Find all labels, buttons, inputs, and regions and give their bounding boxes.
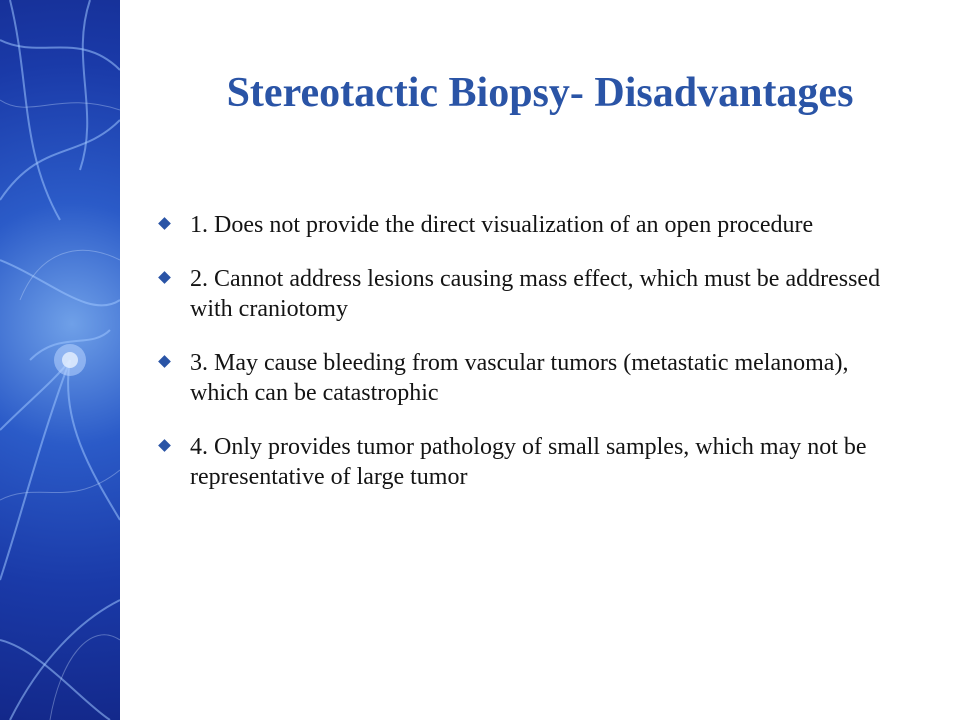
neuron-network-image [0,0,120,720]
bullet-item-4 [160,432,900,492]
diamond-bullet-icon [158,217,171,230]
bullet-text: 1. Does not provide the direct visualization of an open procedure [190,212,814,238]
bullet-text: 3. May cause bleeding from vascular tumors (metastatic melanoma), which can be catastrophic [190,350,849,406]
neuron-lines-graphic [0,0,120,720]
bullet-item-2 [160,264,900,324]
diamond-bullet-icon [158,439,171,452]
bullet-list [160,210,900,516]
bullet-item-3 [160,348,900,408]
slide-title: Stereotactic Biopsy- Disadvantages [226,70,854,116]
diamond-bullet-icon [158,355,171,368]
bullet-text: 4. Only provides tumor pathology of small samples, which may not be representative of large tumor [190,434,867,490]
bullet-item-1 [160,210,900,240]
bullet-text: 2. Cannot address lesions causing mass effect, which must be addressed with craniotomy [190,266,881,322]
diamond-bullet-icon [158,271,171,284]
